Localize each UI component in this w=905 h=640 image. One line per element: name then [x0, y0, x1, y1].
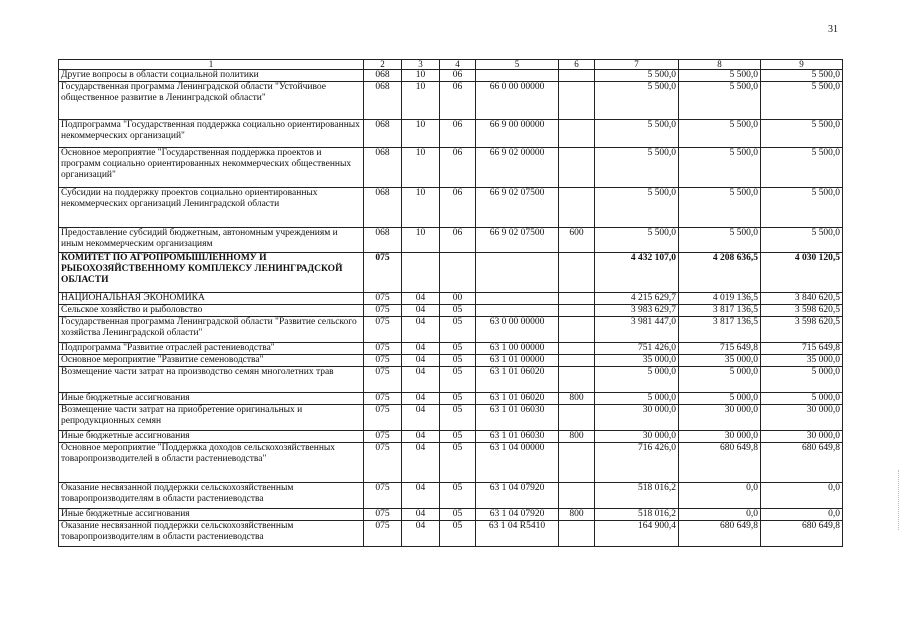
row-subsection-code: 06 [440, 228, 476, 253]
table-row [59, 521, 843, 547]
row-section-code: 10 [402, 188, 440, 228]
row-amount-col8: 5 500,0 [679, 120, 761, 148]
row-target-article: 66 9 00 00000 [476, 120, 559, 148]
row-subsection-code: 05 [440, 443, 476, 483]
row-amount-col7: 5 500,0 [595, 120, 679, 148]
row-amount-col7: 5 500,0 [595, 188, 679, 228]
row-subsection-code: 05 [440, 317, 476, 343]
row-name: КОМИТЕТ ПО АГРОПРОМЫШЛЕННОМУ И РЫБОХОЗЯЙСТВЕННОМУ КОМПЛЕКСУ ЛЕНИНГРАДСКОЙ ОБЛАСТИ [59, 253, 364, 293]
row-amount-col8: 5 500,0 [679, 82, 761, 120]
row-target-article: 66 9 02 07500 [476, 228, 559, 253]
row-amount-col7: 4 432 107,0 [595, 253, 679, 293]
row-amount-col9: 30 000,0 [761, 431, 843, 443]
table-row [59, 120, 843, 148]
row-amount-col7: 30 000,0 [595, 405, 679, 431]
row-amount-col8: 5 500,0 [679, 228, 761, 253]
row-subsection-code: 05 [440, 305, 476, 317]
row-subsection-code: 06 [440, 148, 476, 188]
row-section-code: 10 [402, 120, 440, 148]
row-section-code [402, 253, 440, 293]
row-amount-col9: 4 030 120,5 [761, 253, 843, 293]
row-ministry-code: 075 [364, 293, 402, 305]
page-number: 31 [828, 24, 838, 35]
row-name: Субсидии на поддержку проектов социально ориентированных некоммерческих организаций Ленинградской области [59, 188, 364, 228]
row-amount-col8: 5 500,0 [679, 148, 761, 188]
row-expense-type [559, 317, 595, 343]
row-amount-col8: 680 649,8 [679, 443, 761, 483]
row-amount-col7: 4 215 629,7 [595, 293, 679, 305]
row-amount-col7: 5 000,0 [595, 393, 679, 405]
table-row [59, 228, 843, 253]
row-name: Основное мероприятие "Поддержка доходов сельскохозяйственных товаропроизводителей в области растениеводства" [59, 443, 364, 483]
row-section-code: 04 [402, 405, 440, 431]
row-subsection-code: 05 [440, 405, 476, 431]
row-amount-col9: 5 500,0 [761, 228, 843, 253]
row-name: Возмещение части затрат на производство семян многолетних трав [59, 367, 364, 393]
row-amount-col7: 518 016,2 [595, 483, 679, 509]
row-amount-col9: 680 649,8 [761, 521, 843, 547]
row-ministry-code: 075 [364, 521, 402, 547]
column-header: 3 [402, 60, 440, 70]
row-target-article: 63 1 04 00000 [476, 443, 559, 483]
row-amount-col8: 5 000,0 [679, 367, 761, 393]
row-amount-col7: 5 500,0 [595, 148, 679, 188]
column-header: 8 [679, 60, 761, 70]
row-subsection-code: 06 [440, 120, 476, 148]
table-row [59, 148, 843, 188]
table-row [59, 317, 843, 343]
row-section-code: 04 [402, 393, 440, 405]
row-amount-col9: 3 598 620,5 [761, 305, 843, 317]
row-target-article: 63 1 01 06020 [476, 367, 559, 393]
table-row [59, 70, 843, 82]
row-target-article: 63 1 01 06030 [476, 431, 559, 443]
row-amount-col8: 715 649,8 [679, 343, 761, 355]
row-ministry-code: 075 [364, 405, 402, 431]
row-name: Другие вопросы в области социальной политики [59, 70, 364, 82]
row-name: Основное мероприятие "Развитие семеноводства" [59, 355, 364, 367]
column-header: 4 [440, 60, 476, 70]
row-amount-col8: 680 649,8 [679, 521, 761, 547]
row-expense-type [559, 148, 595, 188]
row-expense-type [559, 343, 595, 355]
row-name: Иные бюджетные ассигнования [59, 509, 364, 521]
row-target-article: 63 1 04 07920 [476, 483, 559, 509]
row-name: Оказание несвязанной поддержки сельскохозяйственным товаропроизводителям в области растениеводства [59, 483, 364, 509]
row-amount-col8: 35 000,0 [679, 355, 761, 367]
row-target-article: 63 1 04 07920 [476, 509, 559, 521]
row-name: Иные бюджетные ассигнования [59, 393, 364, 405]
row-section-code: 04 [402, 367, 440, 393]
row-expense-type [559, 305, 595, 317]
row-section-code: 04 [402, 305, 440, 317]
row-amount-col7: 5 500,0 [595, 70, 679, 82]
column-header: 2 [364, 60, 402, 70]
row-section-code: 04 [402, 521, 440, 547]
table-row [59, 82, 843, 120]
row-amount-col8: 3 817 136,5 [679, 317, 761, 343]
row-amount-col8: 30 000,0 [679, 405, 761, 431]
row-name: Государственная программа Ленинградской области "Устойчивое общественное развитие в Ленинградской области" [59, 82, 364, 120]
row-amount-col8: 0,0 [679, 509, 761, 521]
row-ministry-code: 075 [364, 443, 402, 483]
row-section-code: 10 [402, 70, 440, 82]
row-amount-col9: 715 649,8 [761, 343, 843, 355]
table-row [59, 253, 843, 293]
header-row [59, 60, 843, 70]
table-row [59, 509, 843, 521]
row-expense-type [559, 443, 595, 483]
row-ministry-code: 075 [364, 305, 402, 317]
row-target-article: 66 9 02 00000 [476, 148, 559, 188]
table-row [59, 393, 843, 405]
row-ministry-code: 068 [364, 120, 402, 148]
row-ministry-code: 075 [364, 393, 402, 405]
row-amount-col9: 0,0 [761, 483, 843, 509]
row-expense-type: 800 [559, 431, 595, 443]
row-amount-col9: 680 649,8 [761, 443, 843, 483]
row-subsection-code: 06 [440, 188, 476, 228]
row-amount-col9: 5 000,0 [761, 367, 843, 393]
row-section-code: 10 [402, 148, 440, 188]
column-header: 5 [476, 60, 559, 70]
row-section-code: 04 [402, 431, 440, 443]
row-amount-col8: 5 000,0 [679, 393, 761, 405]
row-subsection-code: 06 [440, 82, 476, 120]
row-amount-col7: 5 500,0 [595, 228, 679, 253]
row-section-code: 04 [402, 483, 440, 509]
row-expense-type: 600 [559, 228, 595, 253]
row-target-article: 63 1 00 00000 [476, 343, 559, 355]
row-amount-col9: 0,0 [761, 509, 843, 521]
row-amount-col7: 5 000,0 [595, 367, 679, 393]
table-row [59, 405, 843, 431]
row-amount-col8: 4 208 636,5 [679, 253, 761, 293]
row-amount-col7: 716 426,0 [595, 443, 679, 483]
row-ministry-code: 075 [364, 483, 402, 509]
table-row [59, 293, 843, 305]
row-target-article [476, 70, 559, 82]
table-row [59, 483, 843, 509]
row-ministry-code: 075 [364, 367, 402, 393]
table-row [59, 367, 843, 393]
row-target-article [476, 253, 559, 293]
row-target-article [476, 293, 559, 305]
row-expense-type [559, 293, 595, 305]
row-subsection-code: 06 [440, 70, 476, 82]
row-expense-type [559, 70, 595, 82]
row-subsection-code: 05 [440, 431, 476, 443]
row-name: Государственная программа Ленинградской области "Развитие сельского хозяйства Ленинградской области" [59, 317, 364, 343]
row-amount-col8: 4 019 136,5 [679, 293, 761, 305]
row-name: Подпрограмма "Государственная поддержка социально ориентированных некоммерческих организаций" [59, 120, 364, 148]
row-section-code: 04 [402, 443, 440, 483]
row-section-code: 04 [402, 509, 440, 521]
row-subsection-code: 05 [440, 393, 476, 405]
row-ministry-code: 068 [364, 82, 402, 120]
row-ministry-code: 068 [364, 188, 402, 228]
row-name: Предоставление субсидий бюджетным, автономным учреждениям и иным некоммерческим организациям [59, 228, 364, 253]
row-amount-col9: 5 500,0 [761, 82, 843, 120]
row-target-article: 66 0 00 00000 [476, 82, 559, 120]
row-amount-col7: 5 500,0 [595, 82, 679, 120]
column-header: 9 [761, 60, 843, 70]
row-expense-type [559, 483, 595, 509]
row-name: Подпрограмма "Развитие отраслей растениеводства" [59, 343, 364, 355]
row-name: Сельское хозяйство и рыболовство [59, 305, 364, 317]
table-row [59, 431, 843, 443]
row-amount-col9: 5 500,0 [761, 188, 843, 228]
row-amount-col9: 3 840 620,5 [761, 293, 843, 305]
row-amount-col8: 5 500,0 [679, 70, 761, 82]
row-subsection-code [440, 253, 476, 293]
row-ministry-code: 075 [364, 317, 402, 343]
row-ministry-code: 075 [364, 253, 402, 293]
row-target-article: 63 0 00 00000 [476, 317, 559, 343]
row-subsection-code: 00 [440, 293, 476, 305]
row-expense-type: 800 [559, 509, 595, 521]
row-section-code: 04 [402, 293, 440, 305]
row-name: Возмещение части затрат на приобретение оригинальных и репродукционных семян [59, 405, 364, 431]
row-ministry-code: 068 [364, 228, 402, 253]
table-row [59, 343, 843, 355]
budget-table [58, 59, 843, 547]
row-expense-type [559, 82, 595, 120]
row-subsection-code: 05 [440, 355, 476, 367]
row-name: Иные бюджетные ассигнования [59, 431, 364, 443]
column-header: 1 [59, 60, 364, 70]
row-expense-type [559, 521, 595, 547]
row-ministry-code: 075 [364, 355, 402, 367]
row-ministry-code: 068 [364, 148, 402, 188]
row-amount-col9: 35 000,0 [761, 355, 843, 367]
row-amount-col9: 30 000,0 [761, 405, 843, 431]
row-amount-col9: 5 500,0 [761, 148, 843, 188]
row-target-article: 66 9 02 07500 [476, 188, 559, 228]
row-expense-type: 800 [559, 393, 595, 405]
row-section-code: 04 [402, 355, 440, 367]
row-amount-col7: 3 981 447,0 [595, 317, 679, 343]
row-amount-col8: 5 500,0 [679, 188, 761, 228]
row-section-code: 10 [402, 228, 440, 253]
row-subsection-code: 05 [440, 483, 476, 509]
scan-edge-marks [898, 470, 901, 530]
row-expense-type [559, 367, 595, 393]
table-row [59, 305, 843, 317]
row-amount-col7: 518 016,2 [595, 509, 679, 521]
row-ministry-code: 068 [364, 70, 402, 82]
row-ministry-code: 075 [364, 509, 402, 521]
row-target-article: 63 1 01 06030 [476, 405, 559, 431]
table-body [59, 70, 843, 547]
column-header: 6 [559, 60, 595, 70]
row-subsection-code: 05 [440, 509, 476, 521]
row-name: НАЦИОНАЛЬНАЯ ЭКОНОМИКА [59, 293, 364, 305]
table-row [59, 355, 843, 367]
row-subsection-code: 05 [440, 521, 476, 547]
row-section-code: 04 [402, 343, 440, 355]
row-amount-col7: 164 900,4 [595, 521, 679, 547]
row-amount-col7: 751 426,0 [595, 343, 679, 355]
row-subsection-code: 05 [440, 343, 476, 355]
row-expense-type [559, 253, 595, 293]
row-target-article: 63 1 01 00000 [476, 355, 559, 367]
row-target-article: 63 1 01 06020 [476, 393, 559, 405]
column-header: 7 [595, 60, 679, 70]
row-amount-col8: 0,0 [679, 483, 761, 509]
table-row [59, 443, 843, 483]
row-amount-col9: 3 598 620,5 [761, 317, 843, 343]
row-name: Оказание несвязанной поддержки сельскохозяйственным товаропроизводителям в области растениеводства [59, 521, 364, 547]
row-ministry-code: 075 [364, 431, 402, 443]
row-amount-col8: 30 000,0 [679, 431, 761, 443]
row-expense-type [559, 405, 595, 431]
table-row [59, 188, 843, 228]
row-amount-col7: 30 000,0 [595, 431, 679, 443]
row-section-code: 04 [402, 317, 440, 343]
row-amount-col7: 35 000,0 [595, 355, 679, 367]
row-amount-col9: 5 000,0 [761, 393, 843, 405]
row-target-article: 63 1 04 R5410 [476, 521, 559, 547]
row-amount-col9: 5 500,0 [761, 120, 843, 148]
row-target-article [476, 305, 559, 317]
row-amount-col9: 5 500,0 [761, 70, 843, 82]
row-expense-type [559, 355, 595, 367]
row-name: Основное мероприятие "Государственная поддержка проектов и программ социально ориентированных некоммерческих общественных организаций" [59, 148, 364, 188]
row-section-code: 10 [402, 82, 440, 120]
row-amount-col7: 3 983 629,7 [595, 305, 679, 317]
row-expense-type [559, 188, 595, 228]
row-expense-type [559, 120, 595, 148]
row-subsection-code: 05 [440, 367, 476, 393]
row-amount-col8: 3 817 136,5 [679, 305, 761, 317]
row-ministry-code: 075 [364, 343, 402, 355]
